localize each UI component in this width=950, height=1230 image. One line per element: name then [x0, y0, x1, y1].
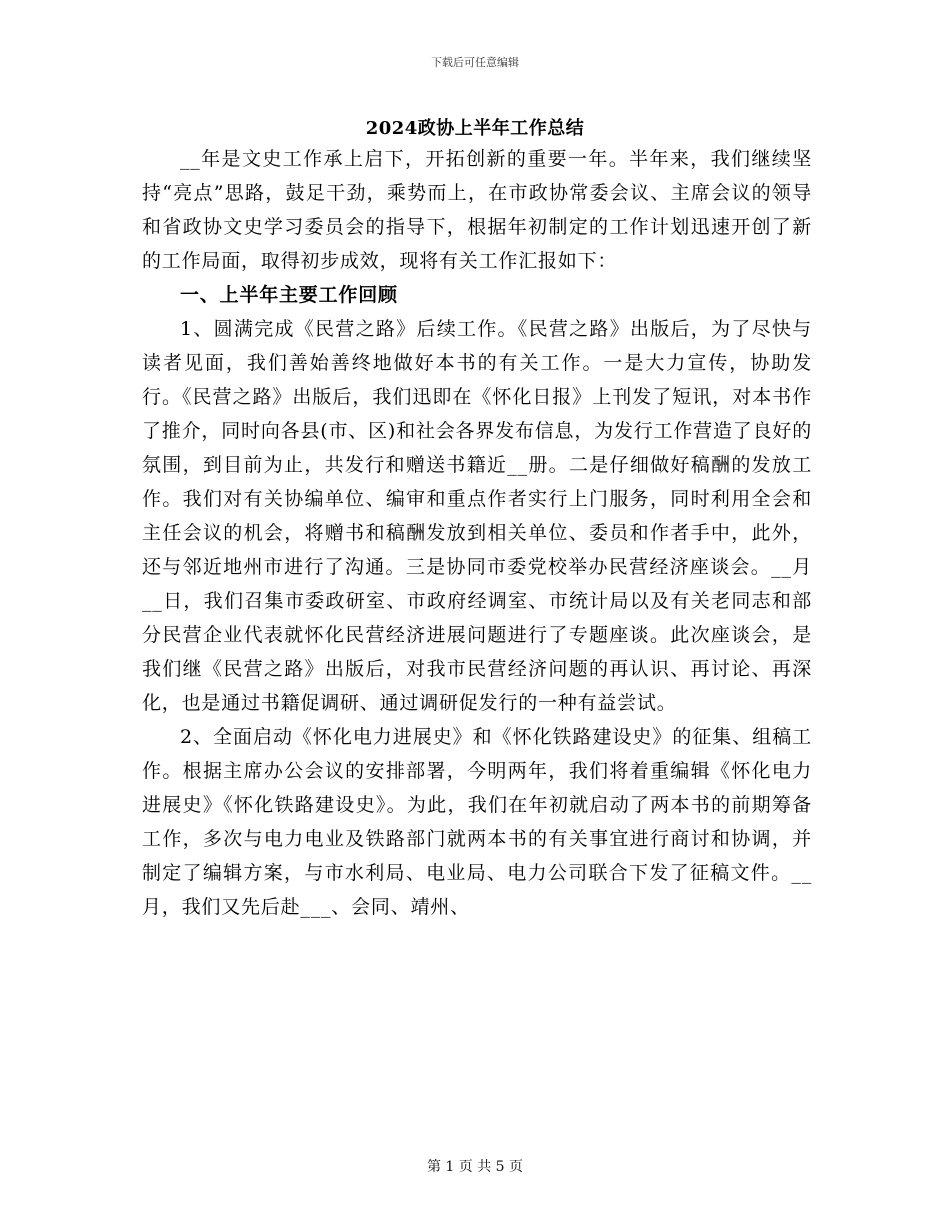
- paragraph-1: 1、圆满完成《民营之路》后续工作。《民营之路》出版后，为了尽快与读者见面，我们善始善终地做好本书的有关工作。一是大力宣传，协助发行。《民营之路》出版后，我们迅即在《怀化日报》上刊发了短讯，对本书作了推介，同时向各县(市、区)和社会各界发布信息，为发行工作营造了良好的氛围，到目前为止，共发行和赠送书籍近__册。二是仔细做好稿酬的发放工作。我们对有关协编单位、编审和重点作者实行上门服务，同时利用全会和主任会议的机会，将赠书和稿酬发放到相关单位、委员和作者手中，此外，还与邻近地州市进行了沟通。三是协同市委党校举办民营经济座谈会。__月__日，我们召集市委政研室、市政府经调室、市统计局以及有关老同志和部分民营企业代表就怀化民营经济进展问题进行了专题座谈。此次座谈会，是我们继《民营之路》出版后，对我市民营经济问题的再认识、再讨论、再深化，也是通过书籍促调研、通过调研促发行的一种有益尝试。: [142, 318, 812, 714]
- section-heading: 一、上半年主要工作回顾: [180, 284, 398, 306]
- header-note: 下载后可任意编辑: [431, 56, 519, 69]
- document-title: 2024政协上半年工作总结: [365, 118, 585, 139]
- paragraph-2: 2、全面启动《怀化电力进展史》和《怀化铁路建设史》的征集、组稿工作。根据主席办公会议的安排部署，今明两年，我们将着重编辑《怀化电力进展史》《怀化铁路建设史》。为此，我们在年初就启动了两本书的前期筹备工作，多次与电力电业及铁路部门就两本书的有关事宜进行商讨和协调，并制定了编辑方案，与市水利局、电业局、电力公司联合下发了征稿文件。__月，我们又先后赴___、会同、靖州、: [142, 726, 812, 918]
- document-body: [142, 142, 812, 924]
- intro-paragraph: __年是文史工作承上启下，开拓创新的重要一年。半年来，我们继续坚持“亮点”思路，鼓足干劲，乘势而上，在市政协常委会议、主席会议的领导和省政协文史学习委员会的指导下，根据年初制定的工作计划迅速开创了新的工作局面，取得初步成效，现将有关工作汇报如下：: [142, 148, 812, 272]
- page-number: 第 1 页 共 5 页: [426, 1159, 524, 1175]
